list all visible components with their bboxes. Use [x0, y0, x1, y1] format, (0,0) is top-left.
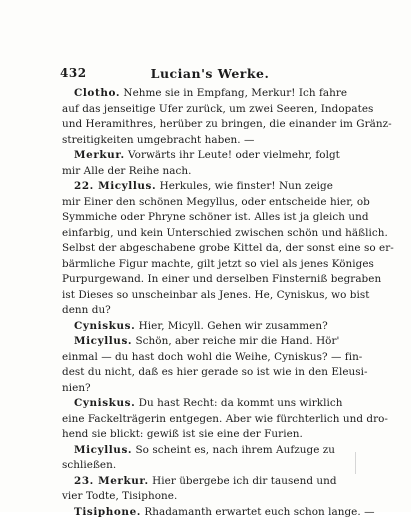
text-line: [62, 272, 360, 288]
speaker-name: Micyllus.: [74, 444, 132, 456]
text-line: [62, 427, 360, 443]
line-text: nien?: [62, 382, 91, 394]
text-line: [62, 86, 360, 102]
text-line: [62, 148, 360, 164]
text-line: [62, 226, 360, 242]
text-line: [62, 241, 360, 257]
line-text: Purpurgewand. In einer und derselben Finsterniß begraben: [62, 273, 381, 285]
line-text: Hier, Micyll. Gehen wir zusammen?: [135, 320, 327, 332]
line-text: Selbst der abgeschabene grobe Kittel da, der sonst eine so er-: [62, 242, 394, 254]
line-text: Herkules, wie finster! Nun zeige: [156, 180, 333, 192]
text-line: [62, 179, 360, 195]
text-line: [62, 365, 360, 381]
speaker-name: Tisiphone.: [74, 506, 141, 518]
line-text: dest du nicht, daß es hier gerade so ist wie in den Eleusi-: [62, 366, 368, 378]
speaker-name: 22. Micyllus.: [74, 180, 156, 192]
line-text: So scheint es, nach ihrem Aufzuge zu: [132, 444, 335, 456]
line-text: und Heramithres, herüber zu bringen, die einander im Gränz-: [62, 118, 392, 130]
line-text: eine Fackelträgerin entgegen. Aber wie fürchterlich und dro-: [62, 413, 388, 425]
text-line: [62, 257, 360, 273]
line-text: einmal — du hast doch wohl die Weihe, Cyniskus? — fin-: [62, 351, 362, 363]
text-line: [62, 319, 360, 335]
line-text: mir Einer den schönen Megyllus, oder entscheide hier, ob: [62, 196, 370, 208]
line-text: ist Dieses so unscheinbar als Jenes. He, Cyniskus, wo bist: [62, 289, 369, 301]
text-line: [62, 288, 360, 304]
text-line: [62, 474, 360, 490]
text-line: [62, 303, 360, 319]
line-text: denn du?: [62, 304, 111, 316]
body-text: [62, 86, 360, 520]
text-line: [62, 164, 360, 180]
text-line: [62, 505, 360, 520]
text-line: [62, 443, 360, 459]
text-line: [62, 489, 360, 505]
text-line: [62, 102, 360, 118]
speaker-name: Cyniskus.: [74, 320, 135, 332]
line-text: vier Todte, Tisiphone.: [62, 490, 177, 502]
line-text: Rhadamanth erwartet euch schon lange. —: [141, 506, 375, 518]
line-text: hend sie blickt: gewiß ist sie eine der Furien.: [62, 428, 303, 440]
line-text: auf das jenseitige Ufer zurück, um zwei Seeren, Indopates: [62, 103, 373, 115]
line-text: Hier übergebe ich dir tausend und: [149, 475, 337, 487]
text-line: [62, 334, 360, 350]
line-text: Symmiche oder Phryne schöner ist. Alles ist ja gleich und: [62, 211, 369, 223]
line-text: schließen.: [62, 459, 116, 471]
text-line: [62, 412, 360, 428]
line-text: Nehme sie in Empfang, Merkur! Ich fahre: [120, 87, 347, 99]
line-text: mir Alle der Reihe nach.: [62, 165, 191, 177]
running-head: Lucian's Werke.: [60, 66, 360, 81]
text-line: [62, 458, 360, 474]
text-line: [62, 195, 360, 211]
page-header: [60, 66, 360, 82]
text-line: [62, 117, 360, 133]
line-text: Du hast Recht: da kommt uns wirklich: [135, 397, 342, 409]
speaker-name: 23. Merkur.: [74, 475, 149, 487]
text-line: [62, 210, 360, 226]
text-line: [62, 396, 360, 412]
speaker-name: Clotho.: [74, 87, 120, 99]
speaker-name: Cyniskus.: [74, 397, 135, 409]
margin-mark: [355, 452, 356, 474]
text-line: [62, 381, 360, 397]
text-line: [62, 350, 360, 366]
speaker-name: Micyllus.: [74, 335, 132, 347]
line-text: Vorwärts ihr Leute! oder vielmehr, folgt: [125, 149, 340, 161]
text-line: [62, 133, 360, 149]
speaker-name: Merkur.: [74, 149, 125, 161]
line-text: einfarbig, und kein Unterschied zwischen schön und häßlich.: [62, 227, 388, 239]
line-text: Schön, aber reiche mir die Hand. Hör': [132, 335, 339, 347]
page-number: 432: [60, 66, 87, 80]
line-text: streitigkeiten umgebracht haben. —: [62, 134, 254, 146]
line-text: bärmliche Figur machte, gilt jetzt so viel als jenes Königes: [62, 258, 374, 270]
